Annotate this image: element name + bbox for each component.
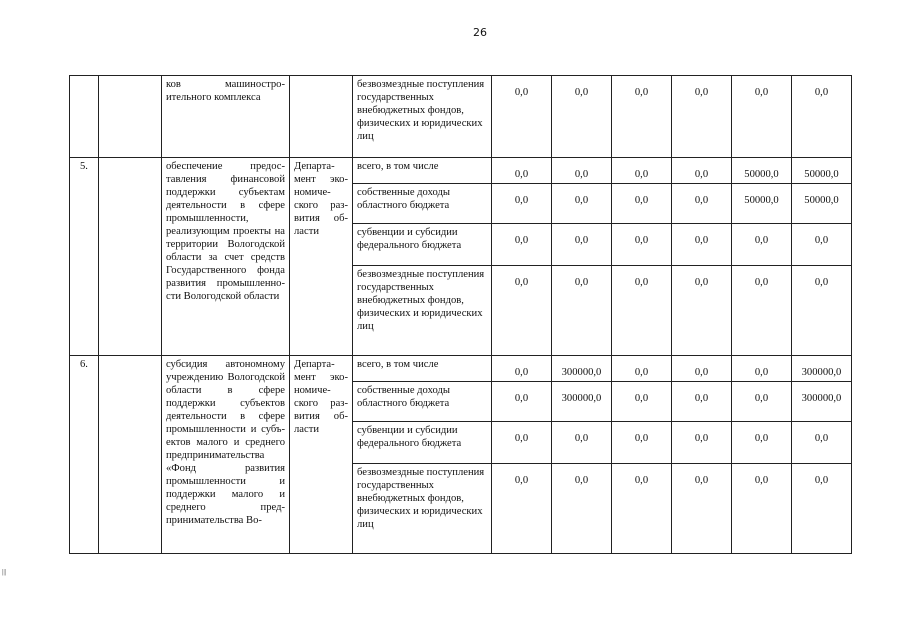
amount-cell: 0,0	[552, 184, 612, 224]
budget-table	[69, 75, 852, 554]
amount-cell: 0,0	[792, 464, 852, 554]
amount-cell: 0,0	[612, 158, 672, 184]
scan-margin-mark: |||	[2, 568, 7, 576]
event-name: обеспечение предоставления финансовой поддержки субъектам деятельности в сфере промышленности, реализующим проекты на территории Вологодской области за счет средств Государственного фонда развития промышленности Вологодской области	[162, 158, 290, 356]
table-row	[70, 76, 852, 158]
executor: Департамент экономического развития области	[290, 356, 353, 554]
amount-cell: 0,0	[612, 266, 672, 356]
amount-cell: 0,0	[732, 464, 792, 554]
amount-cell: 0,0	[552, 464, 612, 554]
amount-cell: 50000,0	[732, 158, 792, 184]
amount-cell: 0,0	[672, 356, 732, 382]
table-row	[70, 158, 852, 184]
funding-source: безвозмездные поступления государственных внебюджетных фондов, физических и юридических лиц	[353, 76, 492, 158]
funding-source: всего, в том числе	[353, 356, 492, 382]
amount-cell: 0,0	[672, 422, 732, 464]
amount-cell: 0,0	[612, 382, 672, 422]
amount-cell: 0,0	[612, 356, 672, 382]
amount-cell: 0,0	[552, 422, 612, 464]
amount-cell: 0,0	[732, 266, 792, 356]
amount-cell: 0,0	[612, 184, 672, 224]
amount-cell: 0,0	[552, 158, 612, 184]
amount-cell: 0,0	[732, 76, 792, 158]
amount-cell: 0,0	[792, 422, 852, 464]
amount-cell: 0,0	[492, 382, 552, 422]
amount-cell: 0,0	[732, 382, 792, 422]
empty-cell	[99, 356, 162, 554]
amount-cell: 300000,0	[552, 382, 612, 422]
amount-cell: 0,0	[612, 464, 672, 554]
amount-cell: 300000,0	[792, 356, 852, 382]
amount-cell: 0,0	[492, 184, 552, 224]
amount-cell: 0,0	[732, 224, 792, 266]
amount-cell: 0,0	[672, 266, 732, 356]
funding-source: субвенции и субсидии федерального бюджета	[353, 224, 492, 266]
amount-cell: 0,0	[732, 356, 792, 382]
amount-cell: 50000,0	[792, 158, 852, 184]
amount-cell: 0,0	[552, 76, 612, 158]
empty-cell	[99, 76, 162, 158]
amount-cell: 50000,0	[792, 184, 852, 224]
amount-cell: 0,0	[612, 422, 672, 464]
amount-cell: 300000,0	[552, 356, 612, 382]
amount-cell: 0,0	[672, 76, 732, 158]
amount-cell: 0,0	[792, 224, 852, 266]
amount-cell: 0,0	[492, 76, 552, 158]
row-number	[70, 76, 99, 158]
amount-cell: 300000,0	[792, 382, 852, 422]
funding-source: безвозмездные поступления государственных внебюджетных фондов, физических и юридических лиц	[353, 464, 492, 554]
amount-cell: 0,0	[552, 224, 612, 266]
page-number: 26	[473, 26, 487, 39]
funding-source: субвенции и субсидии федерального бюджета	[353, 422, 492, 464]
amount-cell: 0,0	[492, 224, 552, 266]
event-name: субсидия автономному учреждению Вологодской области в сфере поддержки субъектов деятельности в сфере промышленности и субъектов малого и среднего предпринимательства «Фонд развития промышленности и поддержки малого и среднего предпринимательства Во-	[162, 356, 290, 554]
funding-source: всего, в том числе	[353, 158, 492, 184]
amount-cell: 0,0	[672, 382, 732, 422]
table-row	[70, 356, 852, 382]
funding-source: безвозмездные поступления государственных внебюджетных фондов, физических и юридических лиц	[353, 266, 492, 356]
amount-cell: 0,0	[672, 184, 732, 224]
amount-cell: 0,0	[792, 266, 852, 356]
empty-cell	[99, 158, 162, 356]
funding-source: собственные доходы областного бюджета	[353, 184, 492, 224]
amount-cell: 0,0	[672, 224, 732, 266]
amount-cell: 0,0	[492, 422, 552, 464]
row-number: 6.	[70, 356, 99, 554]
funding-source: собственные доходы областного бюджета	[353, 382, 492, 422]
amount-cell: 0,0	[672, 158, 732, 184]
amount-cell: 50000,0	[732, 184, 792, 224]
amount-cell: 0,0	[492, 464, 552, 554]
event-name: ков машиностроительного комплекса	[162, 76, 290, 158]
executor: Департамент экономического развития области	[290, 158, 353, 356]
amount-cell: 0,0	[612, 76, 672, 158]
row-number: 5.	[70, 158, 99, 356]
amount-cell: 0,0	[672, 464, 732, 554]
amount-cell: 0,0	[492, 158, 552, 184]
amount-cell: 0,0	[492, 266, 552, 356]
executor	[290, 76, 353, 158]
amount-cell: 0,0	[552, 266, 612, 356]
amount-cell: 0,0	[492, 356, 552, 382]
amount-cell: 0,0	[792, 76, 852, 158]
amount-cell: 0,0	[612, 224, 672, 266]
amount-cell: 0,0	[732, 422, 792, 464]
